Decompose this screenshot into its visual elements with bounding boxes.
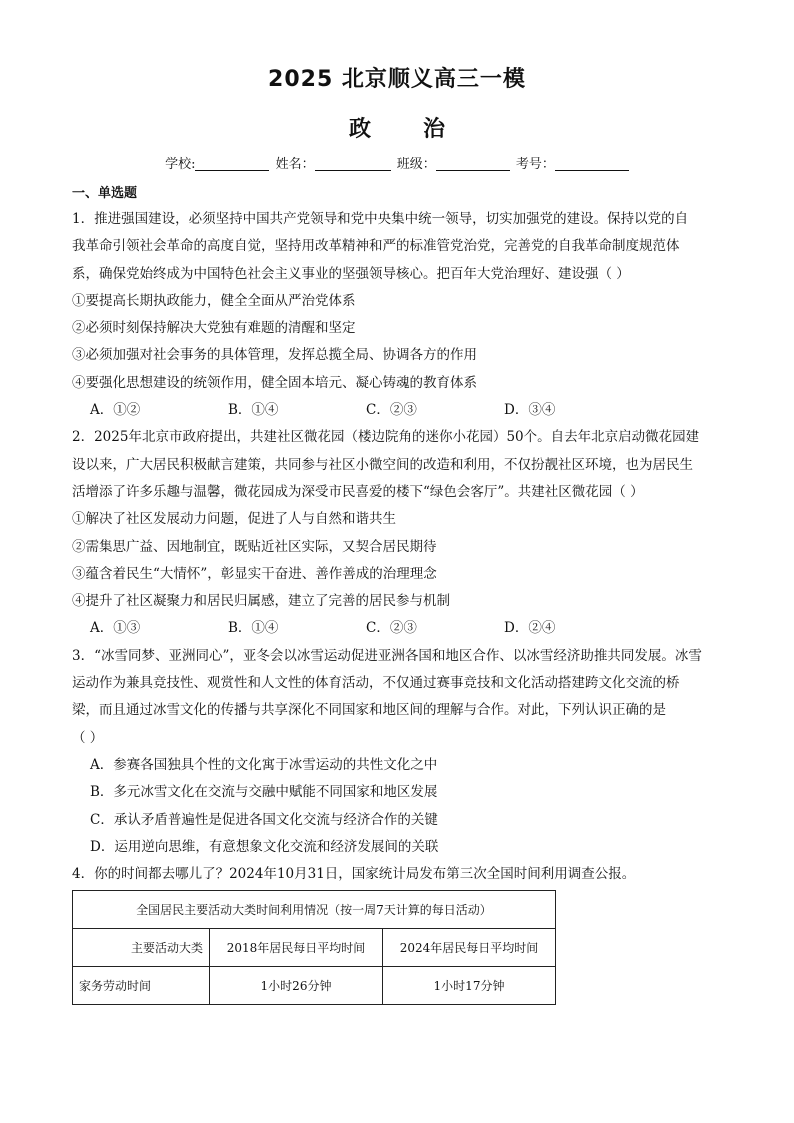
exam-number-label: 考号： (515, 157, 555, 172)
question-3-line: 3．“冰雪同梦、亚洲同心”，亚冬会以冰雪运动促进亚洲各国和地区合作、以冰雪经济助推共同发展。冰雪 (72, 647, 702, 664)
option-d: D．②④ (504, 620, 556, 637)
option-b: B．①④ (228, 402, 279, 419)
question-1-options (72, 397, 724, 424)
table-cell: 1小时26分钟 (210, 967, 383, 1005)
class-label: 班级： (396, 157, 436, 172)
name-blank (315, 156, 391, 171)
time-use-table (72, 890, 556, 1005)
exam-number-blank (555, 156, 629, 171)
table-caption-row (73, 891, 556, 929)
subject-char-2: 治 (423, 117, 446, 142)
question-3-line: 梁，而且通过冰雪文化的传播与共享深化不同国家和地区间的理解与合作。对此，下列认识正确的是 (72, 702, 666, 719)
question-1-line: 1．推进强国建设，必须坚持中国共产党领导和党中央集中统一领导，切实加强党的建设。保持以党的自 (72, 211, 689, 227)
student-info-line (0, 153, 794, 172)
class-blank (436, 156, 510, 171)
school-blank (195, 156, 269, 171)
question-3-choice-c: C．承认矛盾普遍性是促进各国文化交流与经济合作的关键 (90, 811, 438, 828)
question-2-statement: ③蕴含着民生“大情怀”，彰显实干奋进、善作善成的治理理念 (72, 565, 437, 582)
question-2-line: 设以来，广大居民积极献言建策，共同参与社区小微空间的改造和利用，不仅扮靓社区环境，也为居民生 (72, 456, 693, 473)
school-label: 学校: (165, 157, 196, 172)
subject-char-1: 政 (348, 117, 371, 142)
question-3-choice-d: D．运用逆向思维，有意想象文化交流和经济发展间的关联 (90, 838, 439, 855)
question-3-line: 运动作为兼具竞技性、观赏性和人文性的体育活动，不仅通过赛事竞技和文化活动搭建跨文化交流的桥 (72, 675, 680, 692)
page-title: 2025 北京顺义高三一模 (268, 67, 526, 92)
table-header-cell: 2024年居民每日平均时间 (383, 929, 556, 967)
question-1-statement: ④要强化思想建设的统领作用，健全固本培元、凝心铸魂的教育体系 (72, 374, 477, 391)
question-3-line: （ ） (72, 729, 104, 746)
subject-heading (0, 112, 794, 143)
option-d: D．③④ (504, 402, 556, 419)
question-list (72, 206, 724, 888)
question-1-line: 系，确保党始终成为中国特色社会主义事业的坚强领导核心。把百年大党治理好、建设强（ ） (72, 265, 630, 282)
table-cell: 1小时17分钟 (383, 967, 556, 1005)
table-header-cell: 主要活动大类 (73, 929, 210, 967)
table-row (73, 967, 556, 1005)
question-2-statement: ①解决了社区发展动力问题，促进了人与自然和谐共生 (72, 511, 396, 528)
table-cell: 家务劳动时间 (73, 967, 210, 1005)
option-c: C．②③ (366, 620, 417, 637)
question-1-statement: ③必须加强对社会事务的具体管理，发挥总揽全局、协调各方的作用 (72, 347, 477, 364)
question-2-statement: ②需集思广益、因地制宜，既贴近社区实际，又契合居民期待 (72, 538, 437, 555)
question-4-line: 4．你的时间都去哪儿了？2024年10月31日，国家统计局发布第三次全国时间利用调查公报。 (72, 866, 636, 883)
question-3-choice-b: B．多元冰雪文化在交流与交融中赋能不同国家和地区发展 (90, 784, 438, 801)
table-header-cell: 2018年居民每日平均时间 (210, 929, 383, 967)
option-b: B．①④ (228, 620, 279, 637)
option-a: A．①② (90, 402, 141, 419)
question-2-line: 活增添了许多乐趣与温馨，微花园成为深受市民喜爱的楼下“绿色会客厅”。共建社区微花园（ ） (72, 483, 644, 500)
question-2-options (72, 615, 724, 642)
question-2-statement: ④提升了社区凝聚力和居民归属感，建立了完善的居民参与机制 (72, 593, 450, 610)
question-3-choice-a: A．参赛各国独具个性的文化寓于冰雪运动的共性文化之中 (90, 756, 438, 773)
table-header-row (73, 929, 556, 967)
option-a: A．①③ (90, 620, 141, 637)
name-label: 姓名： (275, 157, 315, 172)
question-1-statement: ①要提高长期执政能力，健全全面从严治党体系 (72, 292, 356, 309)
table-caption: 全国居民主要活动大类时间利用情况（按一周7天计算的每日活动） (73, 891, 556, 929)
question-1-statement: ②必须时刻保持解决大党独有难题的清醒和坚定 (72, 320, 356, 337)
option-c: C．②③ (366, 402, 417, 419)
section-title: 一、单选题 (72, 186, 138, 201)
question-2-line: 2．2025年北京市政府提出，共建社区微花园（楼边院角的迷你小花园）50个。自去年北京启动微花园建 (72, 429, 700, 446)
question-1-line: 我革命引领社会革命的高度自觉，坚持用改革精神和严的标准管党治党，完善党的自我革命制度规范体 (72, 238, 680, 255)
